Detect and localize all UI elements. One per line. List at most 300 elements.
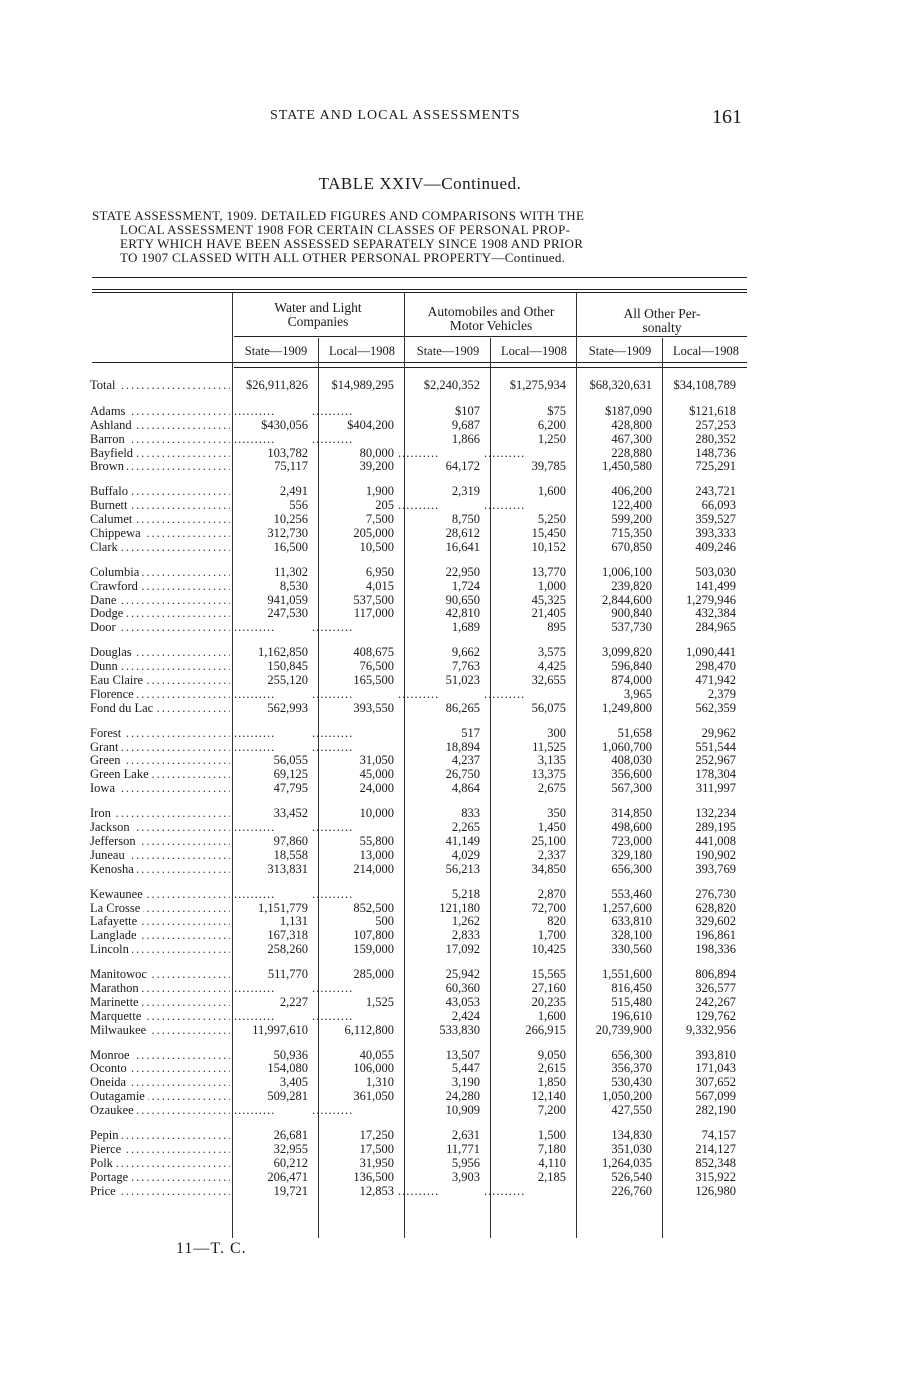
- cell: 3,099,820: [602, 645, 652, 660]
- cell: 3,405: [279, 1075, 308, 1090]
- cell: 42,810: [445, 606, 480, 621]
- cell: 350: [547, 806, 566, 821]
- cell: 103,782: [267, 445, 308, 460]
- cell: 467,300: [611, 431, 652, 446]
- table-row: [0, 1104, 900, 1118]
- cell: 351,030: [611, 1141, 652, 1156]
- cell: 90,650: [445, 592, 480, 607]
- row-label: Fond du Lac .....: [90, 702, 230, 716]
- cell: 13,507: [445, 1047, 480, 1062]
- cell: 551,544: [695, 739, 736, 754]
- row-label: Iron .....: [90, 807, 230, 821]
- cell: 276,730: [695, 886, 736, 901]
- cell: 171,043: [695, 1061, 736, 1076]
- row-label: Buffalo .....: [90, 485, 230, 499]
- row-label: Forest .....: [90, 727, 230, 741]
- table-row: [0, 1185, 900, 1199]
- cell: 33,452: [273, 806, 308, 821]
- cell: 22,950: [445, 564, 480, 579]
- cell: 1,551,600: [602, 967, 652, 982]
- cell: 393,550: [353, 700, 394, 715]
- table-row: [0, 1143, 900, 1157]
- table-row: [0, 1049, 900, 1063]
- cell: ..........: [484, 445, 526, 460]
- cell: $187,090: [605, 403, 652, 418]
- cell: 9,332,956: [686, 1022, 736, 1037]
- cell: ..........: [312, 739, 354, 754]
- row-label: Lincoln .....: [90, 943, 230, 957]
- cell: 32,955: [273, 1141, 308, 1156]
- cell: 258,260: [267, 942, 308, 957]
- table-row: [0, 594, 900, 608]
- row-label: Bayfield .....: [90, 447, 230, 461]
- caption-line: LOCAL ASSESSMENT 1908 FOR CERTAIN CLASSES OF PERSONAL PROP-: [120, 222, 571, 237]
- cell: 239,820: [611, 578, 652, 593]
- table-row: [0, 1010, 900, 1024]
- cell: 393,769: [695, 861, 736, 876]
- cell: $75: [547, 403, 566, 418]
- cell: 18,558: [273, 847, 308, 862]
- cell: 10,152: [531, 539, 566, 554]
- cell: 50,936: [273, 1047, 308, 1062]
- cell: 533,830: [439, 1022, 480, 1037]
- group-label: Motor Vehicles: [449, 318, 533, 333]
- table-row: [0, 674, 900, 688]
- cell: 19,721: [273, 1183, 308, 1198]
- cell: 656,300: [611, 1047, 652, 1062]
- cell: 159,000: [353, 942, 394, 957]
- cell: 298,470: [695, 659, 736, 674]
- cell: 4,237: [451, 753, 480, 768]
- cell: 537,730: [611, 620, 652, 635]
- cell: 628,820: [695, 900, 736, 915]
- cell: 567,300: [611, 781, 652, 796]
- row-label: Jefferson .....: [90, 835, 230, 849]
- row-label: Marinette .....: [90, 996, 230, 1010]
- table-row: [0, 1129, 900, 1143]
- table-body: [0, 379, 900, 1209]
- row-label: Total .....: [90, 379, 230, 393]
- cell: 39,785: [531, 459, 566, 474]
- cell: 874,000: [611, 673, 652, 688]
- row-label: Juneau .....: [90, 849, 230, 863]
- cell: 97,860: [273, 833, 308, 848]
- cell: 16,641: [445, 539, 480, 554]
- cell: 1,264,035: [602, 1155, 652, 1170]
- cell: 2,491: [279, 484, 308, 499]
- cell: 15,450: [531, 526, 566, 541]
- cell: 76,500: [359, 659, 394, 674]
- table-caption: [92, 209, 752, 265]
- cell: 13,375: [531, 767, 566, 782]
- table-row: [0, 902, 900, 916]
- cell: 852,500: [353, 900, 394, 915]
- cell: 361,050: [353, 1089, 394, 1104]
- cell: 393,810: [695, 1047, 736, 1062]
- cell: 1,257,600: [602, 900, 652, 915]
- table-row: [0, 405, 900, 419]
- header-rule: [92, 289, 747, 290]
- cell: ..........: [312, 725, 354, 740]
- cell: 10,425: [531, 942, 566, 957]
- cell: 29,962: [701, 725, 736, 740]
- cell: 2,424: [451, 1008, 480, 1023]
- table-row: [0, 768, 900, 782]
- table-row: [0, 646, 900, 660]
- table-row: [0, 741, 900, 755]
- row-label: Marquette .....: [90, 1010, 230, 1024]
- row-label: Calumet .....: [90, 513, 230, 527]
- caption-line: ERTY WHICH HAVE BEEN ASSESSED SEPARATELY SINCE 1908 AND PRIOR: [120, 236, 584, 251]
- cell: 17,250: [359, 1127, 394, 1142]
- cell: 66,093: [701, 498, 736, 513]
- cell: 141,499: [695, 578, 736, 593]
- cell: 2,319: [451, 484, 480, 499]
- cell: 1,250: [537, 431, 566, 446]
- cell: 833: [461, 806, 480, 821]
- cell: 820: [547, 914, 566, 929]
- cell: 1,279,946: [686, 592, 736, 607]
- cell: 28,612: [445, 526, 480, 541]
- cell: 257,253: [695, 417, 736, 432]
- table-row: [0, 447, 900, 461]
- cell: 409,246: [695, 539, 736, 554]
- group-label: Water and Light: [274, 300, 362, 315]
- row-label: Grant .....: [90, 741, 230, 755]
- cell: 329,180: [611, 847, 652, 862]
- cell: 25,100: [531, 833, 566, 848]
- cell: 670,850: [611, 539, 652, 554]
- cell: ..........: [398, 686, 440, 701]
- row-label: Douglas .....: [90, 646, 230, 660]
- cell: 633,810: [611, 914, 652, 929]
- cell: 2,337: [537, 847, 566, 862]
- cell: 311,997: [695, 781, 736, 796]
- cell: 136,500: [353, 1169, 394, 1184]
- table-row: [0, 915, 900, 929]
- cell: 148,736: [695, 445, 736, 460]
- cell: 121,180: [439, 900, 480, 915]
- cell: 75,117: [274, 459, 308, 474]
- table-row: [0, 943, 900, 957]
- cell: 47,795: [273, 781, 308, 796]
- cell: 3,903: [451, 1169, 480, 1184]
- caption-line: TO 1907 CLASSED WITH ALL OTHER PERSONAL PROPERTY—Continued.: [120, 250, 566, 265]
- column-group-other-personalty: [580, 307, 744, 335]
- cell: 117,000: [353, 606, 394, 621]
- cell: 178,304: [695, 767, 736, 782]
- cell: 2,185: [537, 1169, 566, 1184]
- cell: 6,950: [365, 564, 394, 579]
- cell: 326,577: [695, 980, 736, 995]
- cell: 3,965: [623, 686, 652, 701]
- cell: 1,700: [537, 928, 566, 943]
- cell: ..........: [484, 686, 526, 701]
- cell: 24,000: [359, 781, 394, 796]
- cell: 26,750: [445, 767, 480, 782]
- table-row: [0, 566, 900, 580]
- table-row: [0, 1076, 900, 1090]
- cell: 5,250: [537, 512, 566, 527]
- cell: 315,922: [695, 1169, 736, 1184]
- table-row: [0, 541, 900, 555]
- cell: 252,967: [695, 753, 736, 768]
- cell: 45,325: [531, 592, 566, 607]
- sub-header: Local—1908: [673, 344, 739, 358]
- cell: ..........: [312, 686, 354, 701]
- cell: 1,310: [365, 1075, 394, 1090]
- cell: 1,866: [451, 431, 480, 446]
- county-group: [0, 727, 900, 796]
- row-label: Pierce .....: [90, 1143, 230, 1157]
- table-row: [0, 727, 900, 741]
- cell: 356,370: [611, 1061, 652, 1076]
- cell: 806,894: [695, 967, 736, 982]
- cell: ..........: [312, 886, 354, 901]
- cell: 406,200: [611, 484, 652, 499]
- cell: 11,997,610: [252, 1022, 308, 1037]
- cell: 1,090,441: [686, 645, 736, 660]
- cell: 242,267: [695, 994, 736, 1009]
- row-label: Burnett .....: [90, 499, 230, 513]
- cell: 247,530: [267, 606, 308, 621]
- cell: 498,600: [611, 820, 652, 835]
- cell: ..........: [234, 620, 276, 635]
- cell: 226,760: [611, 1183, 652, 1198]
- row-label: Columbia .....: [90, 566, 230, 580]
- row-label: Florence .....: [90, 688, 230, 702]
- cell: 126,980: [695, 1183, 736, 1198]
- cell: $68,320,631: [589, 378, 652, 392]
- cell: 11,302: [274, 564, 308, 579]
- cell: 198,336: [695, 942, 736, 957]
- cell: $430,056: [261, 417, 308, 432]
- cell: 13,770: [531, 564, 566, 579]
- cell: 64,172: [445, 459, 480, 474]
- table-row: [0, 607, 900, 621]
- cell: 3,135: [537, 753, 566, 768]
- cell: 313,831: [267, 861, 308, 876]
- county-group: [0, 968, 900, 1037]
- cell: 7,763: [451, 659, 480, 674]
- row-label: Dane .....: [90, 594, 230, 608]
- cell: 900,840: [611, 606, 652, 621]
- cell: 1,249,800: [602, 700, 652, 715]
- row-label: Jackson .....: [90, 821, 230, 835]
- cell: ..........: [398, 445, 440, 460]
- table-row: [0, 849, 900, 863]
- county-group: [0, 485, 900, 554]
- row-label: Marathon .....: [90, 982, 230, 996]
- cell: 4,110: [538, 1155, 566, 1170]
- cell: 715,350: [611, 526, 652, 541]
- cell: 7,500: [365, 512, 394, 527]
- cell: ..........: [312, 431, 354, 446]
- cell: ..........: [234, 431, 276, 446]
- cell: 356,600: [611, 767, 652, 782]
- cell: 289,195: [695, 820, 736, 835]
- cell: ..........: [484, 1183, 526, 1198]
- cell: 4,015: [365, 578, 394, 593]
- sub-header: State—1909: [588, 344, 652, 358]
- cell: 56,213: [445, 861, 480, 876]
- table-row: [0, 702, 900, 716]
- cell: 7,180: [537, 1141, 566, 1156]
- cell: 5,956: [451, 1155, 480, 1170]
- cell: ..........: [234, 739, 276, 754]
- cell: 266,915: [525, 1022, 566, 1037]
- table-row: [0, 807, 900, 821]
- column-head-bottom-rule: [92, 362, 747, 363]
- cell: 15,565: [531, 967, 566, 982]
- cell: 1,262: [451, 914, 480, 929]
- table-row: [0, 996, 900, 1010]
- cell: 2,675: [537, 781, 566, 796]
- row-label: Manitowoc .....: [90, 968, 230, 982]
- cell: 4,864: [451, 781, 480, 796]
- cell: 852,348: [695, 1155, 736, 1170]
- cell: 1,060,700: [602, 739, 652, 754]
- table-row: [0, 419, 900, 433]
- cell: 20,739,900: [595, 1022, 652, 1037]
- cell: 17,500: [359, 1141, 394, 1156]
- cell: 2,227: [279, 994, 308, 1009]
- cell: ..........: [312, 980, 354, 995]
- cell: 503,030: [695, 564, 736, 579]
- cell: 312,730: [267, 526, 308, 541]
- county-group: [0, 405, 900, 474]
- table-row: [0, 621, 900, 635]
- sub-header: State—1909: [416, 344, 480, 358]
- cell: 1,850: [537, 1075, 566, 1090]
- row-label: Pepin .....: [90, 1129, 230, 1143]
- cell: 393,333: [695, 526, 736, 541]
- cell: 9,662: [451, 645, 480, 660]
- cell: 60,212: [273, 1155, 308, 1170]
- cell: 214,127: [695, 1141, 736, 1156]
- table-row: [0, 460, 900, 474]
- cell: 8,530: [279, 578, 308, 593]
- cell: 51,658: [617, 725, 652, 740]
- cell: 255,120: [267, 673, 308, 688]
- cell: 599,200: [611, 512, 652, 527]
- cell: 11,525: [532, 739, 566, 754]
- row-label: Polk .....: [90, 1157, 230, 1171]
- cell: 10,500: [359, 539, 394, 554]
- table-row: [0, 821, 900, 835]
- row-label: Oneida .....: [90, 1076, 230, 1090]
- county-group: [0, 807, 900, 876]
- row-label: Eau Claire .....: [90, 674, 230, 688]
- cell: 1,600: [537, 484, 566, 499]
- cell: 1,006,100: [602, 564, 652, 579]
- cell: 596,840: [611, 659, 652, 674]
- table-row: [0, 1171, 900, 1185]
- cell: 511,770: [267, 967, 308, 982]
- cell: ..........: [484, 498, 526, 513]
- county-group: [0, 566, 900, 635]
- cell: 55,800: [359, 833, 394, 848]
- cell: 408,030: [611, 753, 652, 768]
- cell: 40,055: [359, 1047, 394, 1062]
- cell: 31,950: [359, 1155, 394, 1170]
- cell: 12,853: [359, 1183, 394, 1198]
- header-rule: [92, 292, 747, 293]
- cell: ..........: [312, 820, 354, 835]
- cell: 2,833: [451, 928, 480, 943]
- cell: ..........: [398, 1183, 440, 1198]
- cell: 34,850: [531, 861, 566, 876]
- cell: 562,993: [267, 700, 308, 715]
- county-group: [0, 1049, 900, 1118]
- group-label: Automobiles and Other: [427, 304, 555, 319]
- subheader-rule: [234, 336, 747, 337]
- cell: 280,352: [695, 431, 736, 446]
- header-rule: [92, 277, 747, 278]
- row-label: Crawford .....: [90, 580, 230, 594]
- cell: 129,762: [695, 1008, 736, 1023]
- cell: 567,099: [695, 1089, 736, 1104]
- cell: 32,655: [531, 673, 566, 688]
- cell: 1,151,779: [258, 900, 308, 915]
- cell: 3,190: [451, 1075, 480, 1090]
- cell: 8,750: [451, 512, 480, 527]
- cell: 1,724: [451, 578, 480, 593]
- row-label: Portage .....: [90, 1171, 230, 1185]
- table-row: [0, 1062, 900, 1076]
- row-label: Price .....: [90, 1185, 230, 1199]
- cell: 723,000: [611, 833, 652, 848]
- table-row: [0, 888, 900, 902]
- cell: 56,055: [273, 753, 308, 768]
- row-label: Door .....: [90, 621, 230, 635]
- cell: 26,681: [273, 1127, 308, 1142]
- row-label: Green Lake .....: [90, 768, 230, 782]
- table-row: [0, 754, 900, 768]
- cell: 150,845: [267, 659, 308, 674]
- cell: 1,500: [537, 1127, 566, 1142]
- cell: 12,140: [531, 1089, 566, 1104]
- row-label: Kenosha .....: [90, 863, 230, 877]
- cell: 285,000: [353, 967, 394, 982]
- cell: 427,550: [611, 1103, 652, 1118]
- cell: 18,894: [445, 739, 480, 754]
- cell: 10,000: [359, 806, 394, 821]
- table-row: [0, 1024, 900, 1038]
- cell: ..........: [234, 886, 276, 901]
- cell: 43,053: [445, 994, 480, 1009]
- cell: 20,235: [531, 994, 566, 1009]
- cell: 69,125: [273, 767, 308, 782]
- row-label: Lafayette .....: [90, 915, 230, 929]
- row-label: Chippewa .....: [90, 527, 230, 541]
- table-row: [0, 835, 900, 849]
- cell: 9,687: [451, 417, 480, 432]
- cell: 1,450: [537, 820, 566, 835]
- cell: 314,850: [611, 806, 652, 821]
- cell: 526,540: [611, 1169, 652, 1184]
- cell: ..........: [234, 403, 276, 418]
- cell: 2,844,600: [602, 592, 652, 607]
- cell: 284,965: [695, 620, 736, 635]
- cell: 9,050: [537, 1047, 566, 1062]
- cell: 1,450,580: [602, 459, 652, 474]
- cell: 656,300: [611, 861, 652, 876]
- cell: ..........: [234, 820, 276, 835]
- cell: ..........: [398, 498, 440, 513]
- cell: 6,112,800: [344, 1022, 394, 1037]
- cell: 509,281: [267, 1089, 308, 1104]
